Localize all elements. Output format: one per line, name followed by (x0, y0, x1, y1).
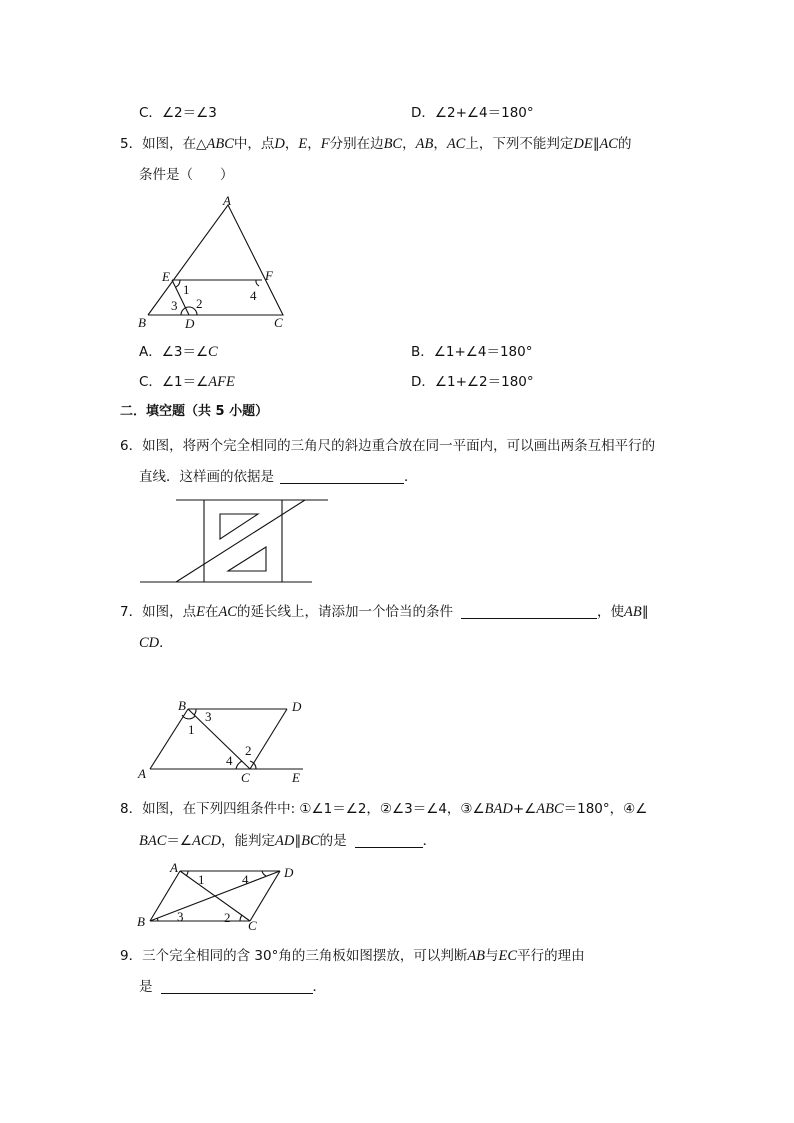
q5-option-b: B．∠1+∠4＝180° (411, 344, 533, 360)
label-C: C (274, 315, 283, 330)
label-D: D (284, 865, 294, 880)
label-D: D (292, 699, 302, 714)
q4-option-c: C．∠2＝∠3 (139, 105, 217, 121)
q5-option-d: D．∠1+∠2＝180° (411, 374, 534, 390)
q5-option-c: C．∠1＝∠AFE (139, 374, 235, 390)
angle-4: 4 (250, 288, 257, 303)
q6-stem-line2: 直线．这样画的依据是 ． (139, 469, 418, 485)
question-number: 6． (120, 438, 143, 454)
q4-option-d: D．∠2+∠4＝180° (411, 105, 534, 121)
angle-2: 2 (245, 743, 252, 758)
angle-4: 4 (242, 872, 249, 887)
question-number: 8． (120, 801, 143, 817)
section-title: 二．填空题（共 5 小题） (120, 404, 269, 419)
label-E: E (162, 269, 170, 284)
angle-1: 1 (198, 872, 205, 887)
label-A: A (223, 193, 231, 208)
label-C: C (241, 770, 250, 785)
label-A: A (138, 766, 146, 781)
angle-1: 1 (188, 722, 195, 737)
angle-2: 2 (196, 296, 203, 311)
label-C: C (248, 918, 257, 933)
label-B: B (138, 315, 146, 330)
q7-stem-line1: 7．如图，点E在AC的延长线上，请添加一个恰当的条件 ，使AB∥ (120, 604, 649, 620)
angle-4: 4 (226, 753, 233, 768)
label-B: B (137, 914, 145, 929)
angle-3: 3 (177, 909, 184, 924)
q8-stem-line2: BAC＝∠ACD，能判定AD∥BC的是 ． (139, 833, 437, 849)
label-F: F (265, 268, 273, 283)
q5-option-a: A．∠3＝∠C (139, 344, 218, 360)
angle-3: 3 (171, 298, 178, 313)
q9-stem-line1: 9．三个完全相同的含 30°角的三角板如图摆放，可以判断AB与EC平行的理由 (120, 948, 585, 964)
q7-stem-line2: CD． (139, 635, 173, 651)
question-number: 9． (120, 948, 143, 964)
q5-stem-line1: 5．如图，在△ABC中，点D，E，F分别在边BC，AB，AC上，下列不能判定DE∥AC的 (120, 136, 632, 152)
label-A: A (170, 860, 178, 875)
q6-stem-line1: 6．如图，将两个完全相同的三角尺的斜边重合放在同一平面内，可以画出两条互相平行的 (120, 438, 656, 454)
question-number: 7． (120, 604, 143, 620)
angle-3: 3 (205, 709, 212, 724)
q8-stem-line1: 8．如图，在下列四组条件中: ①∠1＝∠2，②∠3＝∠4，③∠BAD+∠ABC＝180°，④∠ (120, 801, 648, 817)
label-D: D (185, 316, 195, 331)
angle-1: 1 (183, 282, 190, 297)
question-number: 5． (120, 136, 143, 152)
angle-2: 2 (224, 910, 231, 925)
q9-stem-line2: 是 ． (139, 979, 326, 995)
label-B: B (178, 698, 186, 713)
label-E: E (292, 770, 300, 785)
q9-answer-blank[interactable] (161, 979, 313, 994)
q5-stem-line2: 条件是（ ） (139, 167, 234, 183)
